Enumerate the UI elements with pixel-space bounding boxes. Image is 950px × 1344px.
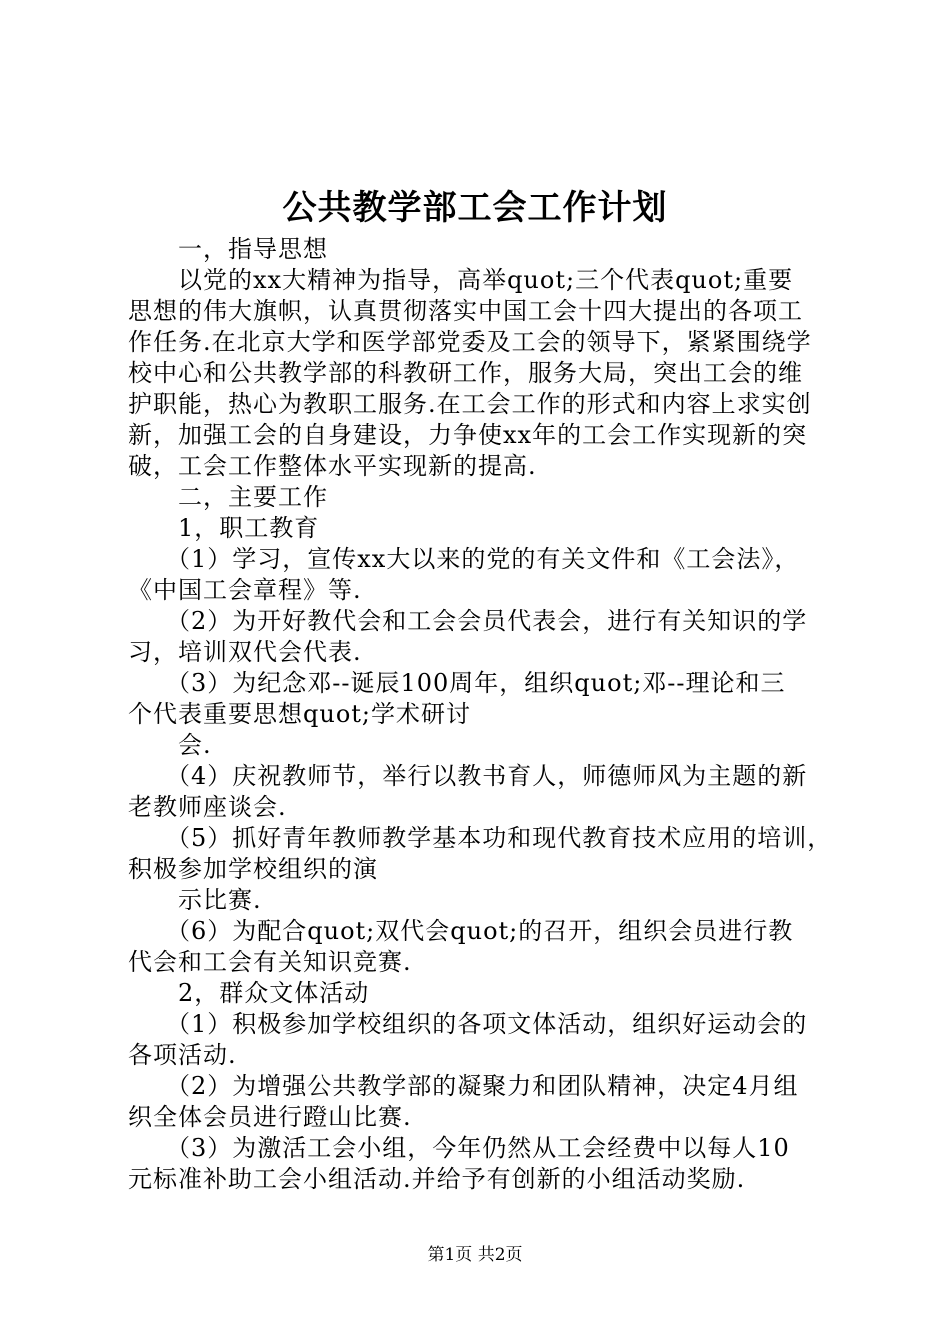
body-line: 各项活动.	[128, 1041, 237, 1069]
body-line: 代会和工会有关知识竞赛.	[128, 948, 412, 976]
body-line: 护职能，热心为教职工服务.在工会工作的形式和内容上求实创	[128, 390, 812, 418]
body-line: 示比赛.	[128, 886, 262, 914]
body-line: 元标准补助工会小组活动.并给予有创新的小组活动奖励.	[128, 1165, 746, 1193]
document-title: 公共教学部工会工作计划	[282, 188, 668, 228]
body-line: （5）抓好青年教师教学基本功和现代教育技术应用的培训，	[128, 824, 833, 852]
document-body	[128, 234, 838, 1195]
body-line: 积极参加学校组织的演	[128, 855, 378, 883]
body-line: 个代表重要思想quot;学术研讨	[128, 700, 471, 728]
body-line: 破，工会工作整体水平实现新的提高.	[128, 452, 537, 480]
body-line: 一，指导思想	[128, 235, 328, 263]
body-line: 校中心和公共教学部的科教研工作，服务大局，突出工会的维	[128, 359, 803, 387]
body-line: （6）为配合quot;双代会quot;的召开，组织会员进行教	[128, 917, 794, 945]
body-line: （3）为激活工会小组，今年仍然从工会经费中以每人10	[128, 1134, 790, 1162]
body-line: 会.	[128, 731, 212, 759]
body-line: 作任务.在北京大学和医学部党委及工会的领导下，紧紧围绕学	[128, 328, 812, 356]
body-line: （4）庆祝教师节，举行以教书育人，师德师风为主题的新	[128, 762, 808, 790]
body-line: 1，职工教育	[128, 514, 320, 542]
body-line: 新，加强工会的自身建设，力争使xx年的工会工作实现新的突	[128, 421, 808, 449]
body-line: （1）积极参加学校组织的各项文体活动，组织好运动会的	[128, 1010, 808, 1038]
body-line: 习，培训双代会代表.	[128, 638, 362, 666]
body-line: （3）为纪念邓--诞辰100周年，组织quot;邓--理论和三	[128, 669, 786, 697]
body-line: 《中国工会章程》等.	[128, 576, 362, 604]
page-footer: 第1页 共2页	[427, 1245, 523, 1265]
body-line: （1）学习，宣传xx大以来的党的有关文件和《工会法》，	[128, 545, 800, 573]
body-line: 以党的xx大精神为指导，高举quot;三个代表quot;重要	[128, 266, 794, 294]
body-line: 思想的伟大旗帜，认真贯彻落实中国工会十四大提出的各项工	[128, 297, 803, 325]
body-line: 2，群众文体活动	[128, 979, 370, 1007]
body-line: 二，主要工作	[128, 483, 328, 511]
body-line: （2）为开好教代会和工会会员代表会，进行有关知识的学	[128, 607, 808, 635]
body-line: （2）为增强公共教学部的凝聚力和团队精神，决定4月组	[128, 1072, 799, 1100]
body-line: 老教师座谈会.	[128, 793, 287, 821]
body-line: 织全体会员进行蹬山比赛.	[128, 1103, 412, 1131]
